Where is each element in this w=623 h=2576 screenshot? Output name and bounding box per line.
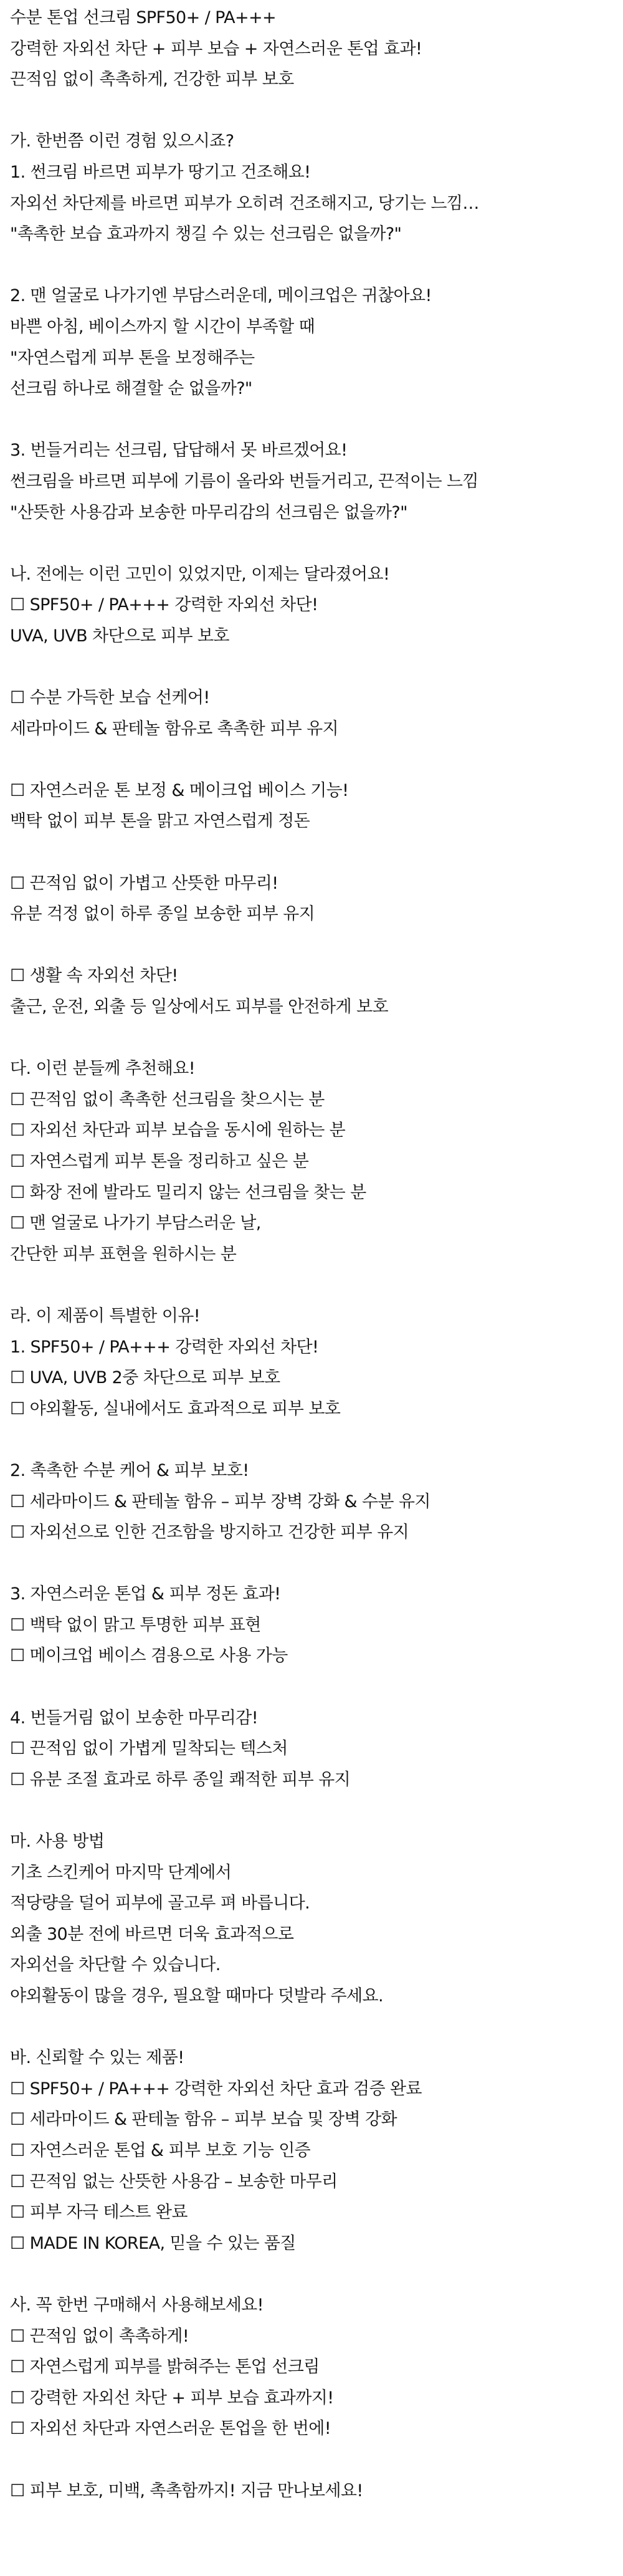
text-line: 세라마이드 & 판테놀 함유로 촉촉한 피부 유지	[10, 719, 339, 739]
text-line: 다. 이런 분들께 추천해요!	[10, 1059, 195, 1079]
blank-line	[10, 1023, 606, 1054]
blank-line	[10, 930, 606, 961]
text-line: 라. 이 제품이 특별한 이유!	[10, 1306, 200, 1326]
text-line: 마. 사용 방법	[10, 1832, 105, 1852]
blank-line	[10, 95, 606, 127]
text-line: 2. 촉촉한 수분 케어 & 피부 보호!	[10, 1460, 249, 1480]
text-line: ☐ MADE IN KOREA, 믿을 수 있는 품질	[10, 2233, 296, 2253]
text-line: 3. 번들거리는 선크림, 답답해서 못 바르겠어요!	[10, 441, 348, 461]
text-line: 나. 전에는 이런 고민이 있었지만, 이제는 달라졌어요!	[10, 564, 390, 584]
text-line: 끈적임 없이 촉촉하게, 건강한 피부 보호	[10, 70, 294, 90]
text-line: 2. 맨 얼굴로 나가기엔 부담스러운데, 메이크업은 귀찮아요!	[10, 286, 432, 306]
text-line: "자연스럽게 피부 톤을 보정해주는	[10, 348, 255, 368]
blank-line	[10, 651, 606, 682]
blank-line	[10, 2012, 606, 2043]
text-line: 수분 톤업 선크림 SPF50+ / PA+++	[10, 8, 277, 27]
text-line: ☐ 세라마이드 & 판테놀 함유 – 피부 장벽 강화 & 수분 유지	[10, 1491, 430, 1511]
text-line: 3. 자연스러운 톤업 & 피부 정돈 효과!	[10, 1584, 281, 1604]
text-line: 외출 30분 전에 바르면 더욱 효과적으로	[10, 1924, 294, 1944]
text-line: 자외선 차단제를 바르면 피부가 오히려 건조해지고, 당기는 느낌…	[10, 193, 479, 213]
blank-line	[10, 2444, 606, 2476]
text-line: 야외활동이 많을 경우, 필요할 때마다 덧발라 주세요.	[10, 1986, 383, 2006]
text-line: 강력한 자외선 차단 + 피부 보습 + 자연스러운 톤업 효과!	[10, 39, 422, 59]
text-line: ☐ 끈적임 없는 산뜻한 사용감 – 보송한 마무리	[10, 2171, 338, 2191]
text-line: ☐ SPF50+ / PA+++ 강력한 자외선 차단!	[10, 595, 318, 615]
text-line: 1. 썬크림 바르면 피부가 땅기고 건조해요!	[10, 162, 311, 182]
text-line: ☐ 자외선으로 인한 건조함을 방지하고 건강한 피부 유지	[10, 1523, 409, 1543]
blank-line	[10, 744, 606, 775]
text-line: 유분 걱정 없이 하루 종일 보송한 피부 유지	[10, 904, 315, 924]
blank-line	[10, 528, 606, 559]
text-line: 기초 스킨케어 마지막 단계에서	[10, 1862, 232, 1882]
text-line: ☐ 야외활동, 실내에서도 효과적으로 피부 보호	[10, 1399, 341, 1419]
text-line: ☐ 끈적임 없이 촉촉한 선크림을 찾으시는 분	[10, 1089, 325, 1109]
text-line: ☐ 유분 조절 효과로 하루 종일 쾌적한 피부 유지	[10, 1769, 351, 1789]
blank-line	[10, 405, 606, 436]
text-line: UVA, UVB 차단으로 피부 보호	[10, 626, 229, 646]
text-line: 선크림 하나로 해결할 순 없을까?"	[10, 379, 252, 399]
text-line: 바쁜 아침, 베이스까지 할 시간이 부족할 때	[10, 317, 315, 337]
blank-line	[10, 837, 606, 868]
text-line: 출근, 운전, 외출 등 일상에서도 피부를 안전하게 보호	[10, 997, 388, 1017]
text-line: ☐ 자연스럽게 피부 톤을 정리하고 싶은 분	[10, 1151, 309, 1171]
blank-line	[10, 1548, 606, 1579]
text-line: ☐ 메이크업 베이스 겸용으로 사용 가능	[10, 1646, 288, 1666]
text-line: 사. 꼭 한번 구매해서 사용해보세요!	[10, 2295, 264, 2315]
text-line: ☐ 끈적임 없이 촉촉하게!	[10, 2326, 189, 2346]
blank-line	[10, 1270, 606, 1301]
text-line: ☐ 맨 얼굴로 나가기 부담스러운 날,	[10, 1214, 261, 1233]
text-line: ☐ 자외선 차단과 자연스러운 톤업을 한 번에!	[10, 2419, 331, 2439]
text-line: ☐ SPF50+ / PA+++ 강력한 자외선 차단 효과 검증 완료	[10, 2079, 422, 2099]
text-line: ☐ 수분 가득한 보습 선케어!	[10, 688, 210, 708]
text-line: ☐ 자연스럽게 피부를 밝혀주는 톤업 선크림	[10, 2357, 320, 2377]
text-line: "산뜻한 사용감과 보송한 마무리감의 선크림은 없을까?"	[10, 502, 407, 522]
text-line: ☐ 화장 전에 발라도 밀리지 않는 선크림을 찾는 분	[10, 1182, 366, 1202]
text-line: ☐ 세라마이드 & 판테놀 함유 – 피부 보습 및 장벽 강화	[10, 2110, 397, 2130]
text-line: "촉촉한 보습 효과까지 챙길 수 있는 선크림은 없을까?"	[10, 224, 402, 244]
text-line: ☐ 자외선 차단과 피부 보습을 동시에 원하는 분	[10, 1121, 346, 1141]
text-line: ☐ 피부 자극 테스트 완료	[10, 2203, 188, 2223]
blank-line	[10, 2259, 606, 2290]
text-line: ☐ 생활 속 자외선 차단!	[10, 966, 178, 986]
text-line: ☐ 끈적임 없이 가볍게 밀착되는 텍스처	[10, 1739, 288, 1759]
text-line: 자외선을 차단할 수 있습니다.	[10, 1955, 221, 1975]
text-line: 썬크림을 바르면 피부에 기름이 올라와 번들거리고, 끈적이는 느낌	[10, 471, 478, 491]
text-line: 백탁 없이 피부 톤을 맑고 자연스럽게 정돈	[10, 812, 310, 831]
text-line: ☐ 강력한 자외선 차단 + 피부 보습 효과까지!	[10, 2388, 334, 2408]
text-line: 1. SPF50+ / PA+++ 강력한 자외선 차단!	[10, 1337, 319, 1357]
text-line: 바. 신뢰할 수 있는 제품!	[10, 2048, 184, 2068]
text-line: 4. 번들거림 없이 보송한 마무리감!	[10, 1708, 258, 1728]
blank-line	[10, 250, 606, 281]
text-line: 가. 한번쯤 이런 경험 있으시죠?	[10, 132, 234, 151]
text-line: ☐ UVA, UVB 2중 차단으로 피부 보호	[10, 1368, 280, 1388]
blank-line	[10, 1795, 606, 1826]
text-line: 적당량을 덜어 피부에 골고루 펴 바릅니다.	[10, 1894, 310, 1913]
text-line: ☐ 백탁 없이 맑고 투명한 피부 표현	[10, 1615, 261, 1635]
text-line: 간단한 피부 표현을 원하시는 분	[10, 1244, 237, 1264]
text-line: ☐ 끈적임 없이 가볍고 산뜻한 마무리!	[10, 873, 278, 893]
text-line: ☐ 자연스러운 톤 보정 & 메이크업 베이스 기능!	[10, 780, 349, 800]
text-line: ☐ 피부 보호, 미백, 촉촉함까지! 지금 만나보세요!	[10, 2481, 363, 2501]
text-line: ☐ 자연스러운 톤업 & 피부 보호 기능 인증	[10, 2140, 311, 2160]
blank-line	[10, 1672, 606, 1703]
blank-line	[10, 1424, 606, 1455]
